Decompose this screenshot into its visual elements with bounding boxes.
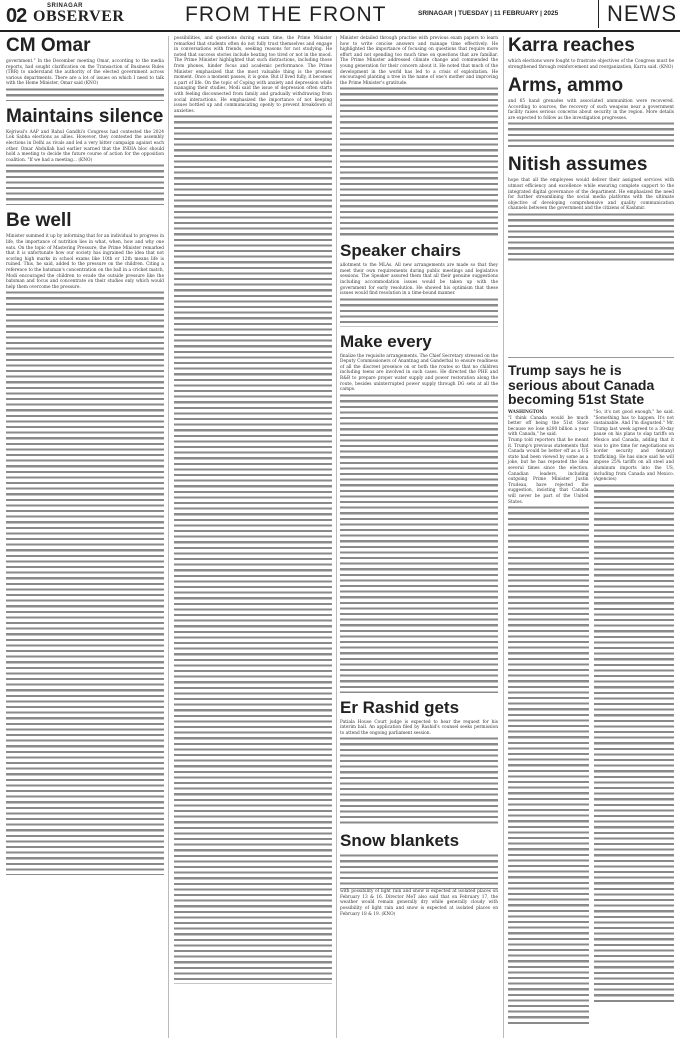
section-title: FROM THE FRONT [185,3,387,26]
article-text: Patiala House Court judge is expected to hear the request for his interim bail. An application filed by Rashid's counsel seeks permission to attend the ongoing parliament session. [340,719,498,736]
article-text-lead [340,853,498,889]
page-number: 02 [6,5,27,27]
article-text: finalize the requisite arrangements. The Chief Secretary stressed on the Deputy Commissioners of Anantnag and Ganderbal to ensure readiness of all the discreet presence on or both the routes so that no children including teens are involved in such cases. He directed the PHE and R&B to prepare proper water supply and power restoration along the route, besides uninterrupted power supply through DG sets at all the camps. [340,353,499,393]
article-text-continued [174,114,332,984]
article-speaker-chairs [340,242,498,326]
article-column-left [508,410,589,1025]
article-text-continued [6,163,164,205]
article-maintains-silence [6,107,164,206]
article-text: possibilities, and questions during exam time, the Prime Minister remarked that students often do not fully trust themselves and engage in conversations with friends, seeking reasons for not studying. He noted that success stories include beating too tired or not in the mood. The Prime Minister highlighted that such distractions, including those from phones, hinder focus and academic performance. The Prime Minister emphasized that the most valuable thing is the present moment. Once a moment passes, it is gone. But if lived fully, it becomes a part of life. On the topic of Coping with anxiety and depression while managing their studies, Modi said the issue of depression often starts with feeling disconnected from family and gradually withdrawing from social interactions. He emphasized the importance of not keeping issues bottled up and communicating openly to prevent breakdown of anxieties. [174,36,332,114]
headline: Maintains silence [6,105,164,127]
article-be-well [6,211,164,875]
headline: Er Rashid gets [340,697,460,717]
article-text: allotment to the MLAs. All new arrangements are made so that they meet their own requirements during public meetings and legislative sessions. The Speaker assured them that all their genuine suggestions including accommodation issues would be taken up with the government for early resolution. He showed his optimism that these issues would find resolution in a time-bound manner. [340,263,498,297]
headline: Snow blankets [340,831,460,851]
article-continued [340,36,498,236]
article-text: with possibility of light rain and snow is expected at isolated places on February 13 & 16. Director MeT also said that on February 17, the weather would remain generally dry while generally cloudy with possibility of light rain and snow is expected at isolated places on February 18 & 19. (KNO) [340,889,498,917]
article-text: government." In the December meeting Omar, according to the media reports, had sought clarification on the Transaction of Business Rules (TBR) to understand the authority of the elected government across various departments. There are a lot of issues on which I need to talk with the Home Minister, Omar said (KNO) [6,58,164,87]
article-text: Minister detailed through practise with previous exam papers to learn how to write concise answers and manage time effectively. He highlighted the importance of focusing on questions that require more effort and not spending too much time on questions that are familiar. The Prime Minister addressed climate change and commended the young generation for their concern about it. He noted that much of the development in the world has led to a crisis of exploitation. He encouraged planting a tree in the name of one's mother and improving the Prime Minister's gratitude. [340,36,498,86]
article-text-continued [340,393,498,693]
article-text-continued [6,87,164,101]
article-text-continued [508,212,674,262]
article-text-continued [508,121,674,149]
column-3 [340,36,498,923]
article-text: Trump told reporters that he meant it. Trump's previous statements that Canada would be better off as a US state had been viewed by some as a joke, but he has repeated the idea several times since the election. Canadian leaders, including outgoing Prime Minister Justin Trudeau, have rejected the suggestion, insisting that Canada will never be part of the United States. [508,438,589,505]
column-4 [508,36,674,268]
article-text-continued [6,290,164,875]
headline: Make every [340,331,432,351]
article-text: Minister summed it up by informing that for an individual to progress in life, the importance of nutrition lies in what, when, how and why one eats. On the topic of Mastering Pressure, the Prime Minister remarked that it is unfortunate how our society has ingrained the idea that not scoring high marks in school exams like 10th or 12th means life is ruined. This, he said, added to the pressure on the children. Citing a reference to the batsman's concentration on the ball in a cricket match, Modi encouraged the children to evade the outside pressure like the batsman and focus and concentrate on their studies only which would help them overcome the pressure. [6,234,164,290]
article-cm-omar [6,36,164,101]
article-column-right [594,410,675,1025]
article-text-continued [508,505,589,1025]
article-body [508,410,674,1025]
article-text: hope that all the employees would deliver their assigned services with utmost efficiency and excellence while ensuring complete support to the integrated digital governance of the department. He emphasized the need for further streamlining the social media platforms with the ultimate objective of developing comprehensive and quality communication channels between the government and the citizens of Kashmir. [508,178,674,212]
headline: Trump says he is serious about Canada becoming 51st State [508,362,655,408]
section-tag: NEWS [598,0,677,28]
logo-name: OBSERVER [33,8,125,25]
article-text: Kejriwal's AAP and Rahul Gandhi's Congress had contested the 2024 Lok Sabha elections as allies. However, they contested the assembly elections in Delhi as rivals and led a very bitter campaign against each other. Omar Abdullah had earlier warned that the INDIA bloc should hold a meeting to decide the future course of action for the opposition coalition. "If we had a meeting... (KNO) [6,129,164,163]
dateline: SRINAGAR | TUESDAY | 11 FEBRUARY | 2025 [418,10,559,17]
logo-city: SRINAGAR [47,3,84,9]
divider [508,357,674,358]
article-snow-blankets [340,832,498,917]
article-karra-reaches [508,36,674,70]
article-text-continued [340,736,498,826]
headline: CM Omar [6,35,91,56]
article-text: and 65 hand grenades with associated ammunition were recovered. According to sources, the recovery of such weapons near a government facility raises serious concerns about security in the region. More details are expected to follow as the investigation progresses. [508,99,674,121]
article-er-rashid [340,699,498,827]
article-text: which elections were fought to frustrate objectives of the Congress must be strengthened through reinforcement and reorganization, Karra said. (KNO) [508,58,674,70]
column-1 [6,36,164,881]
masthead [0,0,680,32]
headline: Arms, ammo [508,75,624,97]
article-dateline: WASHINGTON [508,410,544,416]
article-text: "I think Canada would be much better off being the 51st State because we lose $200 billion a year with Canada," he said. [508,415,589,438]
article-trump-canada [508,352,674,1025]
article-text: "So, it's not good enough," he said. "Something has to happen. It's not sustainable. And I'm disgusted." Mr. Trump last week agreed to a 30-day pause on his plans to slap tariffs on Mexico and Canada, adding that it was to give time for negotiations on border security and fentanyl trafficking. He has since said he will impose 25% tariffs on all steel and aluminum imports into the US, including from Canada and Mexico. (Agencies) [593,410,674,483]
article-text-continued [340,86,498,236]
headline: Karra reaches [508,35,635,56]
column-divider [336,36,337,1038]
article-make-every [340,333,498,693]
article-text-continued [594,483,675,1003]
headline: Nitish assumes [508,154,648,176]
column-divider [503,36,504,1038]
column-divider [168,36,169,1038]
article-arms-ammo [508,76,674,149]
headline: Speaker chairs [340,241,461,261]
newspaper-logo [33,3,124,25]
headline: Be well [6,210,72,232]
article-nitish-assumes [508,155,674,262]
column-2 [174,36,332,984]
article-text-continued [340,297,498,327]
